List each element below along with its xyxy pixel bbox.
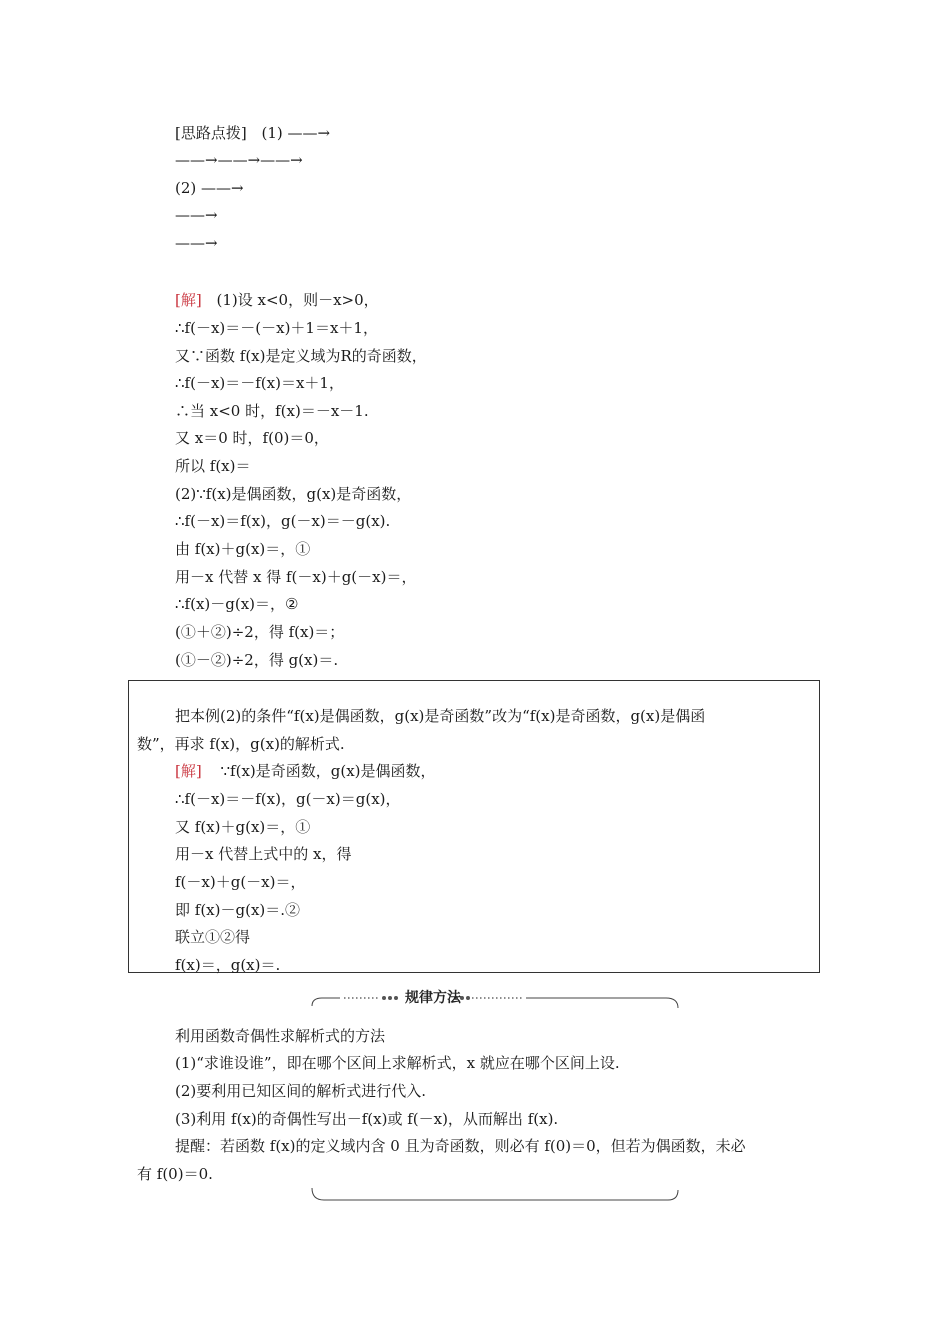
solution-text: (1)设 x<0，则－x>0， [216,291,379,309]
method-point-2: (2)要利用已知区间的解析式进行代入. [175,1082,427,1100]
solution-line: ∴f(－x)＝f(x)，g(－x)＝－g(x). [175,512,391,530]
solution-line: ∴f(－x)＝－(－x)＋1＝x＋1， [175,319,378,337]
method-header-ornament [310,988,682,1014]
solution-line: (2)∵f(x)是偶函数，g(x)是奇函数， [175,485,412,503]
solution-line: (①－②)÷2，得 g(x)＝. [175,651,339,669]
method-point-1: (1)“求谁设谁”，即在哪个区间上求解析式，x 就应在哪个区间上设. [175,1054,620,1072]
method-point-3: (3)利用 f(x)的奇偶性写出－f(x)或 f(－x)，从而解出 f(x). [175,1110,559,1128]
solution-line: ∴f(x)－g(x)＝，② [175,595,299,613]
solution-line-1 [175,290,379,310]
solution-line: 所以 f(x)＝ [175,457,251,475]
variant-question-2: 数”，再求 f(x)，g(x)的解析式. [137,735,345,753]
method-footer [310,1186,682,1206]
hint-line-2: ——→——→——→ [175,151,303,169]
solution-line: 又∵函数 f(x)是定义域为R的奇函数， [175,347,427,365]
solution-line: (①＋②)÷2，得 f(x)＝； [175,623,345,641]
solution-line: 由 f(x)＋g(x)＝，① [175,540,311,558]
method-title: 利用函数奇偶性求解析式的方法 [175,1027,386,1045]
method-footer-ornament [310,1186,682,1206]
variant-line: 用－x 代替上式中的 x，得 [175,845,352,863]
solution-line: ∴f(－x)＝－f(x)＝x＋1， [175,374,344,392]
variant-line-1 [175,761,436,781]
hint-line-1 [175,123,330,143]
method-header [310,988,682,1014]
variant-line: 即 f(x)－g(x)＝.② [175,901,301,919]
method-header-title: 规律方法 [405,990,461,1006]
variant-line: 又 f(x)＋g(x)＝，① [175,818,311,836]
hint-step-1: (1) ——→ [261,124,331,142]
variant-text: ∵f(x)是奇函数，g(x)是偶函数， [220,762,436,780]
solution-line: ∴当 x<0 时，f(x)＝－x－1. [175,402,369,420]
method-tip-1: 提醒：若函数 f(x)的定义域内含 0 且为奇函数，则必有 f(0)＝0，但若为偶函数，未必 [175,1137,746,1155]
variant-line: f(x)＝，g(x)＝. [175,956,281,974]
variant-line: f(－x)＋g(－x)＝， [175,873,306,891]
solution-tag: [解] [175,291,202,309]
variant-tag: [解] [175,762,202,780]
variant-line: 联立①②得 [175,928,251,946]
hint-line-4: ——→ [175,206,218,224]
hint-line-5: ——→ [175,234,218,252]
solution-line: 又 x＝0 时，f(0)＝0， [175,429,329,447]
variant-line: ∴f(－x)＝－f(x)，g(－x)＝g(x)， [175,790,401,808]
hint-label: [思路点拨] [175,124,247,142]
solution-line: 用－x 代替 x 得 f(－x)＋g(－x)＝， [175,568,417,586]
method-tip-2: 有 f(0)＝0. [137,1165,213,1183]
variant-question-1: 把本例(2)的条件“f(x)是偶函数，g(x)是奇函数”改为“f(x)是奇函数，g(x)是偶函 [175,707,706,725]
hint-line-3: (2) ——→ [175,179,244,197]
